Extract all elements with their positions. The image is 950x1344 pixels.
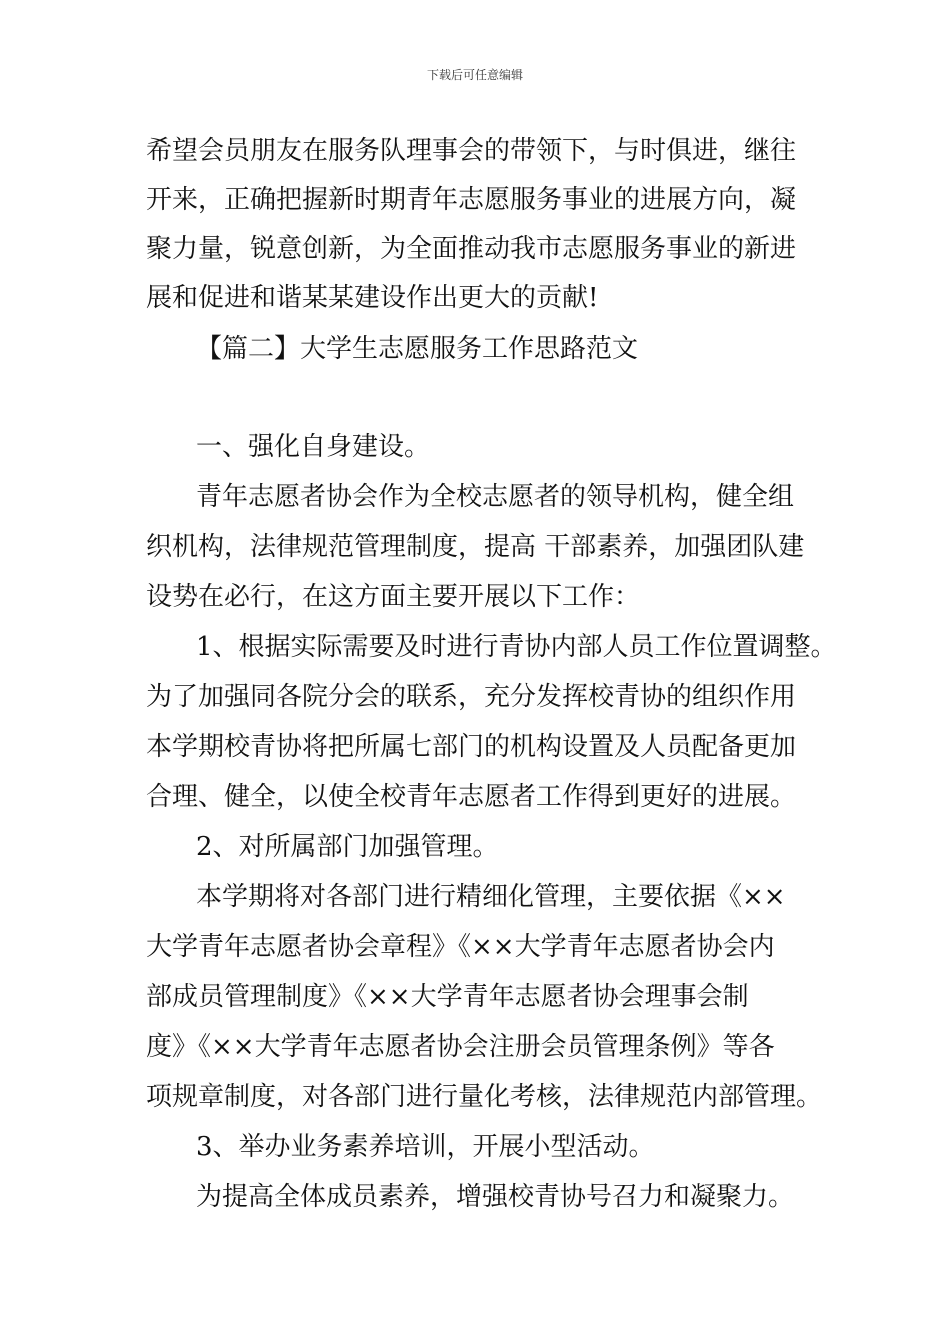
text-line: 部成员管理制度》《××大学青年志愿者协会理事会制 [146, 982, 749, 1012]
text-line: 开来，正确把握新时期青年志愿服务事业的进展方向，凝 [146, 185, 797, 215]
text-line: 本学期校青协将把所属七部门的机构设置及人员配备更加 [146, 732, 797, 762]
text-line: 希望会员朋友在服务队理事会的带领下，与时俱进，继往 [146, 136, 797, 166]
text-line: 度》《××大学青年志愿者协会注册会员管理条例》等各 [146, 1032, 775, 1062]
text-line: 聚力量，锐意创新，为全面推动我市志愿服务事业的新进 [146, 234, 797, 264]
section-title: 【篇二】大学生志愿服务工作思路范文 [196, 334, 639, 364]
text-line: 合理、健全，以使全校青年志愿者工作得到更好的进展。 [146, 782, 797, 812]
section-heading: 一、强化自身建设。 [196, 432, 431, 462]
text-line: 展和促进和谐某某建设作出更大的贡献! [146, 283, 599, 313]
text-line: 设势在必行，在这方面主要开展以下工作： [146, 582, 641, 612]
text-line: 本学期将对各部门进行精细化管理，主要依据《×× [196, 882, 786, 912]
text-line: 3、举办业务素养培训，开展小型活动。 [196, 1132, 655, 1162]
text-line: 大学青年志愿者协会章程》《××大学青年志愿者协会内 [146, 932, 775, 962]
text-line: 项规章制度，对各部门进行量化考核，法律规范内部管理。 [146, 1082, 823, 1112]
text-line: 1、根据实际需要及时进行青协内部人员工作位置调整。 [196, 632, 837, 662]
text-line: 为了加强同各院分会的联系，充分发挥校青协的组织作用 [146, 682, 797, 712]
text-line: 为提高全体成员素养，增强校青协号召力和凝聚力。 [196, 1182, 795, 1212]
page-header: 下载后可任意编辑 [426, 68, 523, 82]
text-line: 青年志愿者协会作为全校志愿者的领导机构，健全组 [196, 482, 795, 512]
text-line: 2、对所属部门加强管理。 [196, 832, 499, 862]
text-line: 织机构，法律规范管理制度，提高 干部素养，加强团队建 [146, 532, 805, 562]
